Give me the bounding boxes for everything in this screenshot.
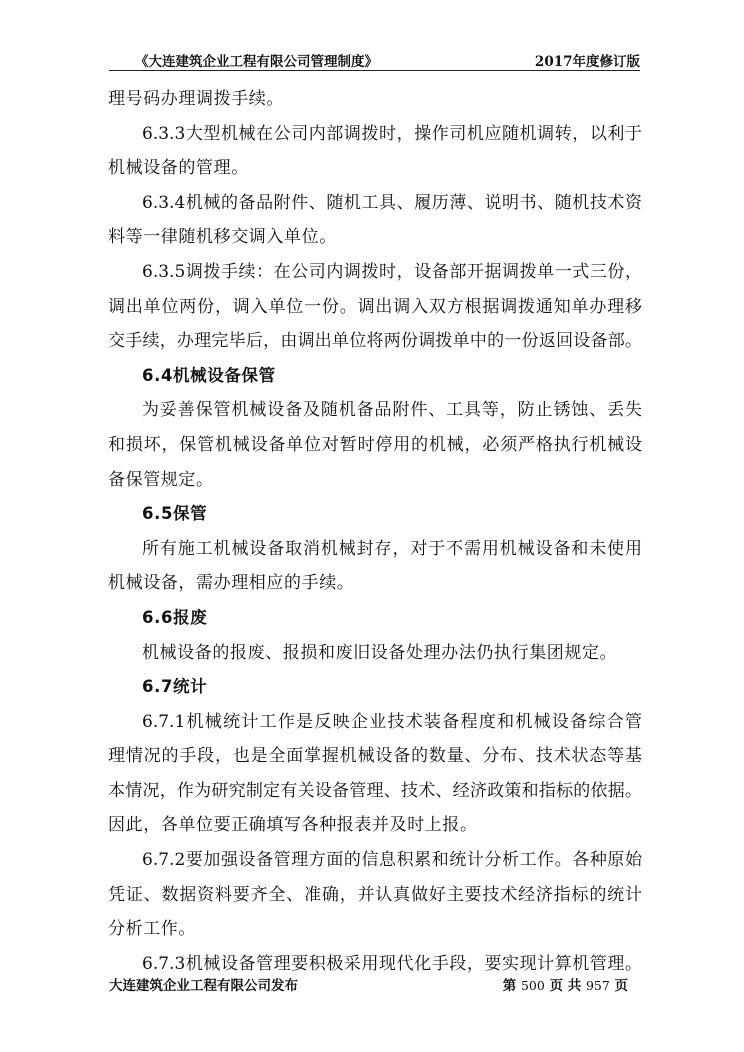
body-line: 机械设备，需办理相应的手续。 xyxy=(108,573,355,594)
body-line: 6.7.3机械设备管理要积极采用现代化手段，要实现计算机管理。 xyxy=(142,953,642,974)
section-heading: 6.6报废 xyxy=(142,607,208,627)
page-prefix: 第 xyxy=(502,978,517,994)
section-heading: 6.4机械设备保管 xyxy=(142,365,276,385)
body-line: 6.3.4机械的备品附件、随机工具、履历薄、说明书、随机技术资 xyxy=(142,192,642,213)
body-line: 备保管规定。 xyxy=(108,469,214,490)
body-line: 交手续，办理完毕后，由调出单位将两份调拨单中的一份返回设备部。 xyxy=(108,331,642,352)
page-number xyxy=(503,974,628,994)
body-line: 理情况的手段，也是全面掌握机械设备的数量、分布、技术状态等基 xyxy=(108,746,642,767)
body-line: 所有施工机械设备取消机械封存，对于不需用机械设备和未使用 xyxy=(142,538,642,559)
page-suffix: 页 xyxy=(614,978,628,994)
body-line: 机械设备的管理。 xyxy=(108,158,249,179)
body-line: 分析工作。 xyxy=(108,919,196,940)
header-document-title: 《大连建筑企业工程有限公司管理制度》 xyxy=(135,54,378,70)
body-line: 本情况，作为研究制定有关设备管理、技术、经济政策和指标的依据。 xyxy=(108,780,642,801)
body-line: 6.7.1机械统计工作是反映企业技术装备程度和机械设备综合管 xyxy=(142,711,642,732)
body-line: 6.3.5调拨手续：在公司内调拨时，设备部开据调拨单一式三份， xyxy=(142,261,642,282)
body-line: 料等一律随机移交调入单位。 xyxy=(108,227,337,248)
body-line: 6.3.3大型机械在公司内部调拨时，操作司机应随机调转，以利于 xyxy=(142,123,642,144)
body-line: 和损坏，保管机械设备单位对暂时停用的机械，必须严格执行机械设 xyxy=(108,434,642,455)
page-header xyxy=(109,48,640,71)
body-line: 因此，各单位要正确填写各种报表并及时上报。 xyxy=(108,815,478,836)
section-heading: 6.7统计 xyxy=(142,677,208,697)
document-body xyxy=(108,82,642,981)
body-line: 6.7.2要加强设备管理方面的信息积累和统计分析工作。各种原始 xyxy=(142,850,642,871)
page-footer xyxy=(109,974,640,994)
header-edition: 2017年度修订版 xyxy=(534,54,640,70)
footer-publisher: 大连建筑企业工程有限公司发布 xyxy=(109,978,298,994)
current-page: 500 xyxy=(520,978,545,993)
section-heading: 6.5保管 xyxy=(142,504,208,524)
total-pages: 957 xyxy=(585,978,610,993)
body-line: 机械设备的报废、报损和废旧设备处理办法仍执行集团规定。 xyxy=(142,642,618,663)
body-line: 调出单位两份，调入单位一份。调出调入双方根据调拨通知单办理移 xyxy=(108,296,642,317)
body-line: 理号码办理调拨手续。 xyxy=(108,89,284,109)
page-mid: 页 共 xyxy=(549,978,582,994)
body-line: 为妥善保管机械设备及随机备品附件、工具等，防止锈蚀、丢失 xyxy=(142,400,642,421)
body-line: 凭证、数据资料要齐全、准确，并认真做好主要技术经济指标的统计 xyxy=(108,884,642,905)
